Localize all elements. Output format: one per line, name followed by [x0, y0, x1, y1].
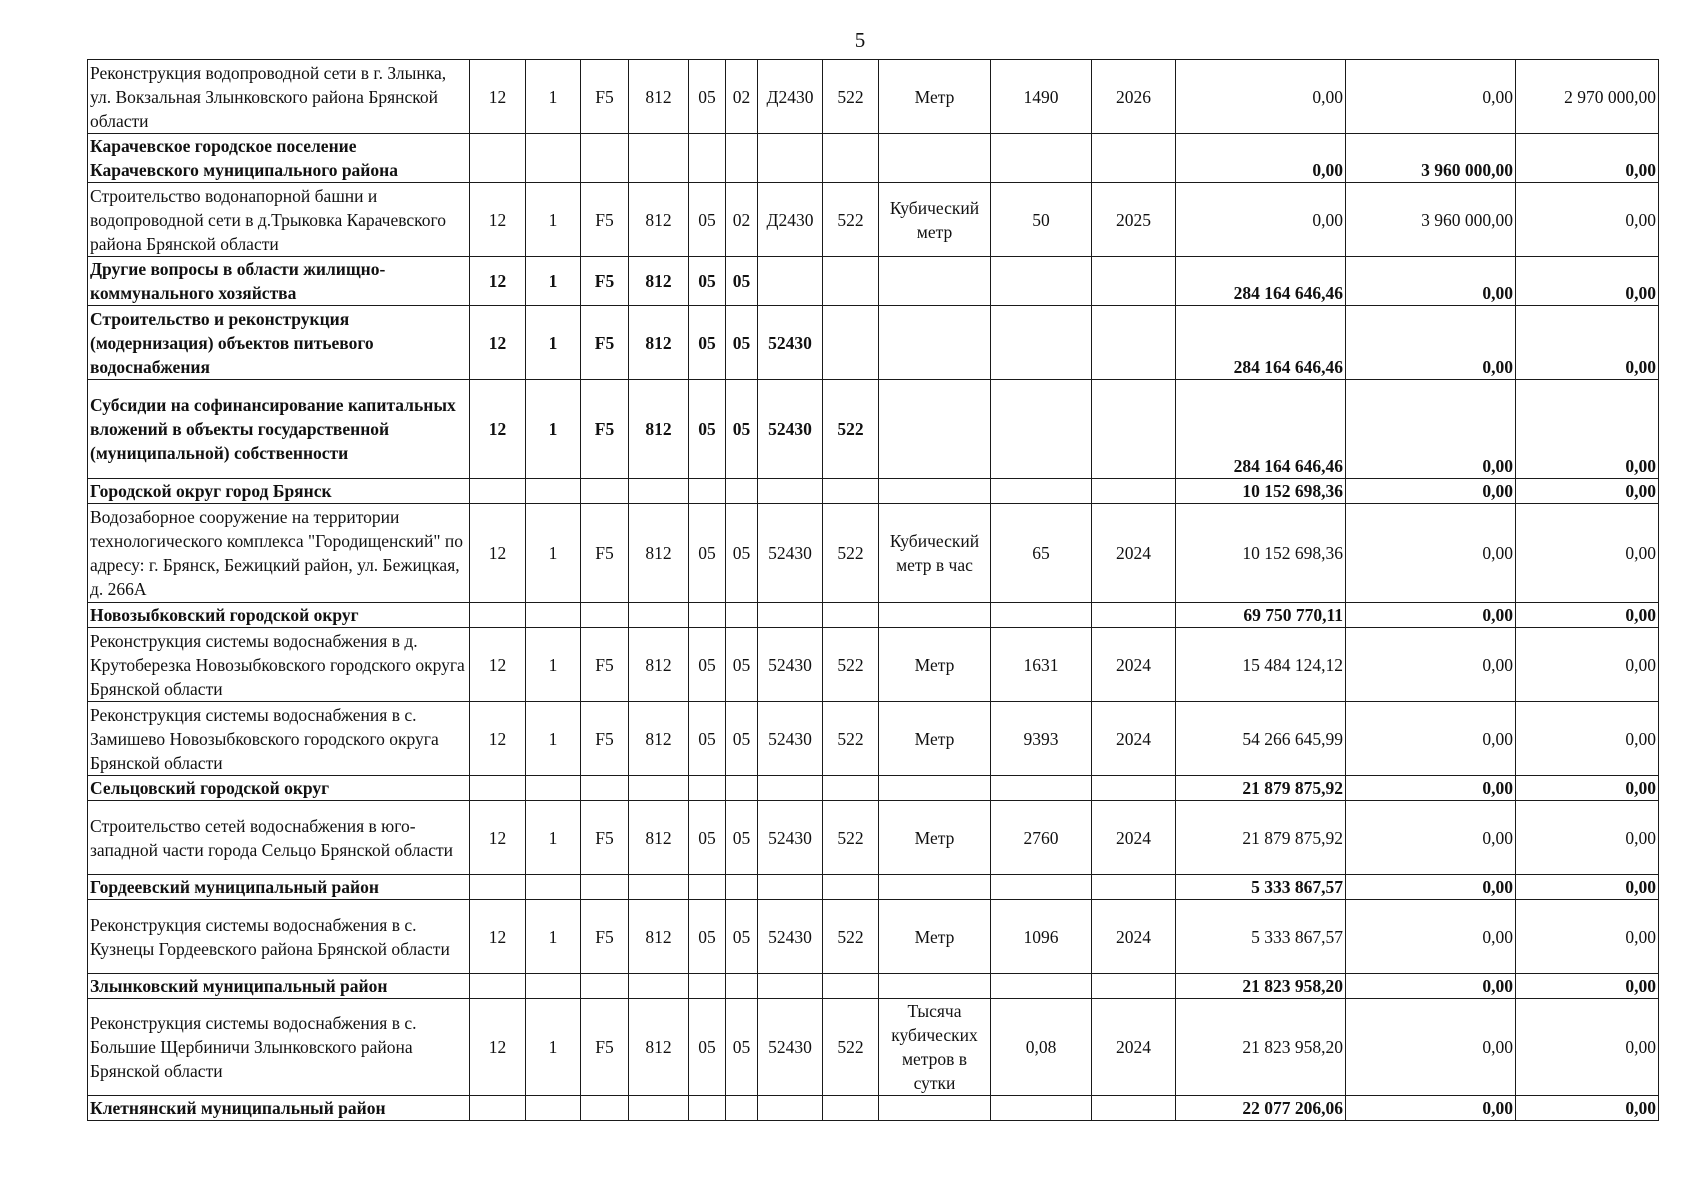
cell-v1: 54 266 645,99: [1176, 702, 1346, 776]
cell-c1: [470, 603, 526, 628]
cell-v3: 2 970 000,00: [1516, 60, 1659, 134]
cell-c2: 1: [526, 183, 581, 257]
cell-v3: 0,00: [1516, 134, 1659, 183]
cell-c1: [470, 479, 526, 504]
group-row: [88, 134, 1659, 183]
group-row: [88, 974, 1659, 999]
cell-v2: 0,00: [1346, 60, 1516, 134]
cell-v3: 0,00: [1516, 974, 1659, 999]
cell-c3: F5: [581, 628, 629, 702]
cell-qty: 50: [991, 183, 1092, 257]
cell-c2: [526, 776, 581, 801]
cell-c1: 12: [470, 257, 526, 306]
cell-v3: 0,00: [1516, 603, 1659, 628]
cell-v1: 10 152 698,36: [1176, 479, 1346, 504]
group-row: [88, 603, 1659, 628]
cell-unit: Кубический метр: [879, 183, 991, 257]
cell-c8: 522: [823, 60, 879, 134]
cell-year: 2024: [1092, 702, 1176, 776]
cell-name: Реконструкция системы водоснабжения в с. Большие Щербиничи Злынковского района Брянской области: [88, 999, 470, 1096]
cell-v2: 0,00: [1346, 380, 1516, 479]
cell-v2: 0,00: [1346, 628, 1516, 702]
cell-name: Реконструкция системы водоснабжения в с. Замишево Новозыбковского городского округа Брянской области: [88, 702, 470, 776]
cell-c4: [629, 1096, 689, 1121]
cell-c3: [581, 603, 629, 628]
cell-name: Новозыбковский городской округ: [88, 603, 470, 628]
cell-c8: [823, 974, 879, 999]
cell-qty: 1096: [991, 900, 1092, 974]
group-row: [88, 776, 1659, 801]
cell-c8: 522: [823, 999, 879, 1096]
cell-c3: [581, 974, 629, 999]
cell-year: [1092, 479, 1176, 504]
cell-unit: [879, 306, 991, 380]
cell-v3: 0,00: [1516, 702, 1659, 776]
table-row: [88, 999, 1659, 1096]
cell-c3: [581, 479, 629, 504]
cell-qty: [991, 479, 1092, 504]
cell-v3: 0,00: [1516, 900, 1659, 974]
cell-c8: 522: [823, 702, 879, 776]
cell-v1: 21 823 958,20: [1176, 999, 1346, 1096]
cell-c2: 1: [526, 900, 581, 974]
cell-c4: [629, 974, 689, 999]
cell-name: Другие вопросы в области жилищно-коммунального хозяйства: [88, 257, 470, 306]
cell-unit: Метр: [879, 900, 991, 974]
cell-year: [1092, 306, 1176, 380]
cell-c2: 1: [526, 628, 581, 702]
cell-c1: [470, 134, 526, 183]
cell-c4: [629, 776, 689, 801]
cell-name: Строительство сетей водоснабжения в юго-западной части города Сельцо Брянской области: [88, 801, 470, 875]
cell-qty: [991, 134, 1092, 183]
cell-unit: Метр: [879, 801, 991, 875]
cell-c1: 12: [470, 60, 526, 134]
cell-unit: Метр: [879, 60, 991, 134]
cell-v1: 21 823 958,20: [1176, 974, 1346, 999]
budget-table: [87, 59, 1659, 1121]
cell-v1: 22 077 206,06: [1176, 1096, 1346, 1121]
cell-c7: 52430: [758, 306, 823, 380]
cell-c8: [823, 306, 879, 380]
cell-v2: 0,00: [1346, 479, 1516, 504]
group-row: [88, 1096, 1659, 1121]
cell-c1: 12: [470, 801, 526, 875]
cell-name: Субсидии на софинансирование капитальных вложений в объекты государственной (муниципальной) собственности: [88, 380, 470, 479]
cell-name: Гордеевский муниципальный район: [88, 875, 470, 900]
cell-c7: [758, 974, 823, 999]
cell-qty: [991, 1096, 1092, 1121]
cell-name: Сельцовский городской округ: [88, 776, 470, 801]
cell-c3: F5: [581, 306, 629, 380]
page-number: 5: [854, 28, 866, 52]
cell-c8: [823, 1096, 879, 1121]
table-row: [88, 60, 1659, 134]
cell-c5: [689, 974, 726, 999]
cell-c3: F5: [581, 380, 629, 479]
cell-c3: F5: [581, 183, 629, 257]
cell-v1: 0,00: [1176, 134, 1346, 183]
table-row: [88, 801, 1659, 875]
cell-c3: F5: [581, 900, 629, 974]
cell-c5: 05: [689, 702, 726, 776]
cell-c8: 522: [823, 183, 879, 257]
cell-v2: 0,00: [1346, 900, 1516, 974]
cell-c5: 05: [689, 183, 726, 257]
cell-c5: 05: [689, 801, 726, 875]
cell-c8: [823, 776, 879, 801]
cell-c7: 52430: [758, 628, 823, 702]
cell-unit: Тысяча кубических метров в сутки: [879, 999, 991, 1096]
cell-c1: [470, 875, 526, 900]
cell-c1: 12: [470, 900, 526, 974]
cell-year: 2026: [1092, 60, 1176, 134]
cell-c4: 812: [629, 900, 689, 974]
cell-v1: 284 164 646,46: [1176, 257, 1346, 306]
cell-year: 2024: [1092, 999, 1176, 1096]
cell-v1: 10 152 698,36: [1176, 504, 1346, 603]
cell-v2: 0,00: [1346, 504, 1516, 603]
cell-c7: 52430: [758, 900, 823, 974]
cell-name: Реконструкция системы водоснабжения в с. Кузнецы Гордеевского района Брянской области: [88, 900, 470, 974]
cell-v1: 284 164 646,46: [1176, 306, 1346, 380]
cell-c1: 12: [470, 702, 526, 776]
cell-c6: 05: [726, 306, 758, 380]
cell-unit: [879, 257, 991, 306]
cell-year: [1092, 257, 1176, 306]
cell-qty: [991, 603, 1092, 628]
cell-c5: 05: [689, 628, 726, 702]
cell-v1: 0,00: [1176, 60, 1346, 134]
cell-c5: 05: [689, 504, 726, 603]
table-row: [88, 702, 1659, 776]
cell-c6: [726, 974, 758, 999]
cell-qty: 9393: [991, 702, 1092, 776]
cell-c1: 12: [470, 999, 526, 1096]
cell-year: 2024: [1092, 801, 1176, 875]
group-row: [88, 875, 1659, 900]
cell-qty: 1490: [991, 60, 1092, 134]
cell-c4: 812: [629, 60, 689, 134]
cell-unit: Метр: [879, 702, 991, 776]
cell-v1: 21 879 875,92: [1176, 801, 1346, 875]
cell-v3: 0,00: [1516, 504, 1659, 603]
cell-c2: [526, 603, 581, 628]
cell-c8: 522: [823, 900, 879, 974]
cell-v3: 0,00: [1516, 875, 1659, 900]
cell-unit: Кубический метр в час: [879, 504, 991, 603]
cell-c1: 12: [470, 306, 526, 380]
cell-c6: 05: [726, 628, 758, 702]
table-row: [88, 628, 1659, 702]
cell-v3: 0,00: [1516, 776, 1659, 801]
cell-c1: 12: [470, 504, 526, 603]
cell-unit: [879, 776, 991, 801]
cell-c7: [758, 1096, 823, 1121]
cell-c6: [726, 134, 758, 183]
cell-c8: 522: [823, 380, 879, 479]
cell-c3: [581, 134, 629, 183]
cell-c2: 1: [526, 380, 581, 479]
cell-year: 2024: [1092, 900, 1176, 974]
cell-v1: 69 750 770,11: [1176, 603, 1346, 628]
cell-c4: [629, 603, 689, 628]
cell-v3: 0,00: [1516, 380, 1659, 479]
cell-qty: 1631: [991, 628, 1092, 702]
cell-v2: 0,00: [1346, 603, 1516, 628]
cell-name: Городской округ город Брянск: [88, 479, 470, 504]
group-row: [88, 380, 1659, 479]
cell-c2: 1: [526, 999, 581, 1096]
cell-c6: 02: [726, 60, 758, 134]
cell-c3: [581, 776, 629, 801]
cell-c3: F5: [581, 257, 629, 306]
cell-c1: [470, 974, 526, 999]
cell-c7: [758, 875, 823, 900]
cell-v2: 3 960 000,00: [1346, 183, 1516, 257]
cell-year: [1092, 974, 1176, 999]
cell-c5: 05: [689, 380, 726, 479]
cell-c7: [758, 479, 823, 504]
cell-c3: F5: [581, 999, 629, 1096]
cell-c3: F5: [581, 60, 629, 134]
cell-year: [1092, 603, 1176, 628]
cell-v3: 0,00: [1516, 999, 1659, 1096]
cell-v2: 0,00: [1346, 257, 1516, 306]
cell-v1: 5 333 867,57: [1176, 875, 1346, 900]
cell-c4: [629, 479, 689, 504]
cell-c4: 812: [629, 306, 689, 380]
cell-qty: [991, 875, 1092, 900]
cell-name: Клетнянский муниципальный район: [88, 1096, 470, 1121]
cell-name: Злынковский муниципальный район: [88, 974, 470, 999]
cell-v3: 0,00: [1516, 628, 1659, 702]
cell-year: 2025: [1092, 183, 1176, 257]
cell-year: [1092, 134, 1176, 183]
cell-v2: 0,00: [1346, 306, 1516, 380]
cell-c4: 812: [629, 801, 689, 875]
cell-c6: [726, 603, 758, 628]
cell-unit: [879, 875, 991, 900]
cell-c3: [581, 875, 629, 900]
cell-c8: [823, 134, 879, 183]
cell-c7: 52430: [758, 504, 823, 603]
cell-c5: [689, 479, 726, 504]
cell-name: Строительство и реконструкция (модернизация) объектов питьевого водоснабжения: [88, 306, 470, 380]
cell-v2: 3 960 000,00: [1346, 134, 1516, 183]
cell-c5: [689, 1096, 726, 1121]
cell-c6: 05: [726, 801, 758, 875]
cell-year: [1092, 380, 1176, 479]
cell-v3: 0,00: [1516, 801, 1659, 875]
cell-c2: 1: [526, 306, 581, 380]
cell-c6: [726, 1096, 758, 1121]
cell-c8: 522: [823, 801, 879, 875]
cell-v1: 0,00: [1176, 183, 1346, 257]
cell-c5: 05: [689, 257, 726, 306]
cell-c2: [526, 134, 581, 183]
cell-name: Карачевское городское поселение Карачевского муниципального района: [88, 134, 470, 183]
cell-name: Реконструкция водопроводной сети в г. Злынка, ул. Вокзальная Злынковского района Брянской области: [88, 60, 470, 134]
cell-year: 2024: [1092, 628, 1176, 702]
cell-c5: [689, 603, 726, 628]
cell-c2: [526, 875, 581, 900]
cell-c2: [526, 974, 581, 999]
cell-c7: 52430: [758, 999, 823, 1096]
cell-c8: [823, 603, 879, 628]
cell-c1: 12: [470, 183, 526, 257]
cell-c6: [726, 875, 758, 900]
cell-c5: [689, 776, 726, 801]
cell-c2: 1: [526, 801, 581, 875]
cell-c4: 812: [629, 183, 689, 257]
cell-c8: [823, 875, 879, 900]
cell-v3: 0,00: [1516, 183, 1659, 257]
cell-c8: 522: [823, 504, 879, 603]
table-row: [88, 504, 1659, 603]
cell-unit: [879, 380, 991, 479]
cell-c4: 812: [629, 628, 689, 702]
cell-v2: 0,00: [1346, 776, 1516, 801]
cell-c6: 05: [726, 900, 758, 974]
cell-c3: F5: [581, 801, 629, 875]
cell-v2: 0,00: [1346, 999, 1516, 1096]
cell-unit: Метр: [879, 628, 991, 702]
cell-unit: [879, 1096, 991, 1121]
cell-c5: 05: [689, 900, 726, 974]
cell-c6: 05: [726, 504, 758, 603]
group-row: [88, 257, 1659, 306]
cell-c2: 1: [526, 702, 581, 776]
cell-c2: [526, 479, 581, 504]
cell-c8: [823, 257, 879, 306]
cell-c7: 52430: [758, 801, 823, 875]
cell-v2: 0,00: [1346, 974, 1516, 999]
cell-qty: [991, 257, 1092, 306]
cell-c4: [629, 875, 689, 900]
cell-c1: 12: [470, 628, 526, 702]
cell-v3: 0,00: [1516, 1096, 1659, 1121]
cell-c3: F5: [581, 702, 629, 776]
cell-v1: 15 484 124,12: [1176, 628, 1346, 702]
cell-year: [1092, 875, 1176, 900]
cell-c6: 05: [726, 999, 758, 1096]
table-row: [88, 183, 1659, 257]
cell-c2: 1: [526, 504, 581, 603]
cell-c3: F5: [581, 504, 629, 603]
cell-qty: 2760: [991, 801, 1092, 875]
cell-c5: 05: [689, 60, 726, 134]
cell-c6: 02: [726, 183, 758, 257]
cell-c4: 812: [629, 702, 689, 776]
cell-year: 2024: [1092, 504, 1176, 603]
cell-qty: 65: [991, 504, 1092, 603]
cell-v2: 0,00: [1346, 801, 1516, 875]
cell-c8: 522: [823, 628, 879, 702]
cell-c1: 12: [470, 380, 526, 479]
cell-unit: [879, 479, 991, 504]
cell-c5: 05: [689, 999, 726, 1096]
cell-v2: 0,00: [1346, 1096, 1516, 1121]
cell-c5: [689, 134, 726, 183]
cell-c2: 1: [526, 257, 581, 306]
cell-c4: 812: [629, 504, 689, 603]
cell-v1: 5 333 867,57: [1176, 900, 1346, 974]
cell-c1: [470, 1096, 526, 1121]
cell-c6: 05: [726, 702, 758, 776]
cell-name: Водозаборное сооружение на территории технологического комплекса "Городищенский" по адресу: г. Брянск, Бежицкий район, ул. Бежицкая, д. 266А: [88, 504, 470, 603]
cell-c6: [726, 479, 758, 504]
cell-c6: 05: [726, 257, 758, 306]
cell-c7: Д2430: [758, 60, 823, 134]
cell-c5: [689, 875, 726, 900]
cell-unit: [879, 603, 991, 628]
cell-c2: [526, 1096, 581, 1121]
cell-v3: 0,00: [1516, 257, 1659, 306]
cell-c6: 05: [726, 380, 758, 479]
cell-c4: 812: [629, 999, 689, 1096]
table-row: [88, 900, 1659, 974]
cell-c5: 05: [689, 306, 726, 380]
cell-v2: 0,00: [1346, 875, 1516, 900]
cell-c2: 1: [526, 60, 581, 134]
cell-c7: [758, 257, 823, 306]
cell-v1: 284 164 646,46: [1176, 380, 1346, 479]
cell-v2: 0,00: [1346, 702, 1516, 776]
cell-qty: [991, 306, 1092, 380]
cell-qty: [991, 380, 1092, 479]
cell-v1: 21 879 875,92: [1176, 776, 1346, 801]
cell-name: Строительство водонапорной башни и водопроводной сети в д.Трыковка Карачевского района Брянской области: [88, 183, 470, 257]
cell-name: Реконструкция системы водоснабжения в д. Крутоберезка Новозыбковского городского округа Брянской области: [88, 628, 470, 702]
cell-c7: [758, 776, 823, 801]
cell-unit: [879, 134, 991, 183]
group-row: [88, 306, 1659, 380]
cell-c4: 812: [629, 257, 689, 306]
cell-c7: [758, 603, 823, 628]
cell-v3: 0,00: [1516, 479, 1659, 504]
cell-year: [1092, 1096, 1176, 1121]
cell-c8: [823, 479, 879, 504]
cell-c7: [758, 134, 823, 183]
cell-c1: [470, 776, 526, 801]
group-row: [88, 479, 1659, 504]
cell-c3: [581, 1096, 629, 1121]
cell-year: [1092, 776, 1176, 801]
cell-c7: Д2430: [758, 183, 823, 257]
cell-qty: [991, 776, 1092, 801]
cell-c7: 52430: [758, 380, 823, 479]
cell-c6: [726, 776, 758, 801]
cell-v3: 0,00: [1516, 306, 1659, 380]
cell-c7: 52430: [758, 702, 823, 776]
cell-qty: 0,08: [991, 999, 1092, 1096]
cell-c4: 812: [629, 380, 689, 479]
cell-unit: [879, 974, 991, 999]
cell-qty: [991, 974, 1092, 999]
cell-c4: [629, 134, 689, 183]
